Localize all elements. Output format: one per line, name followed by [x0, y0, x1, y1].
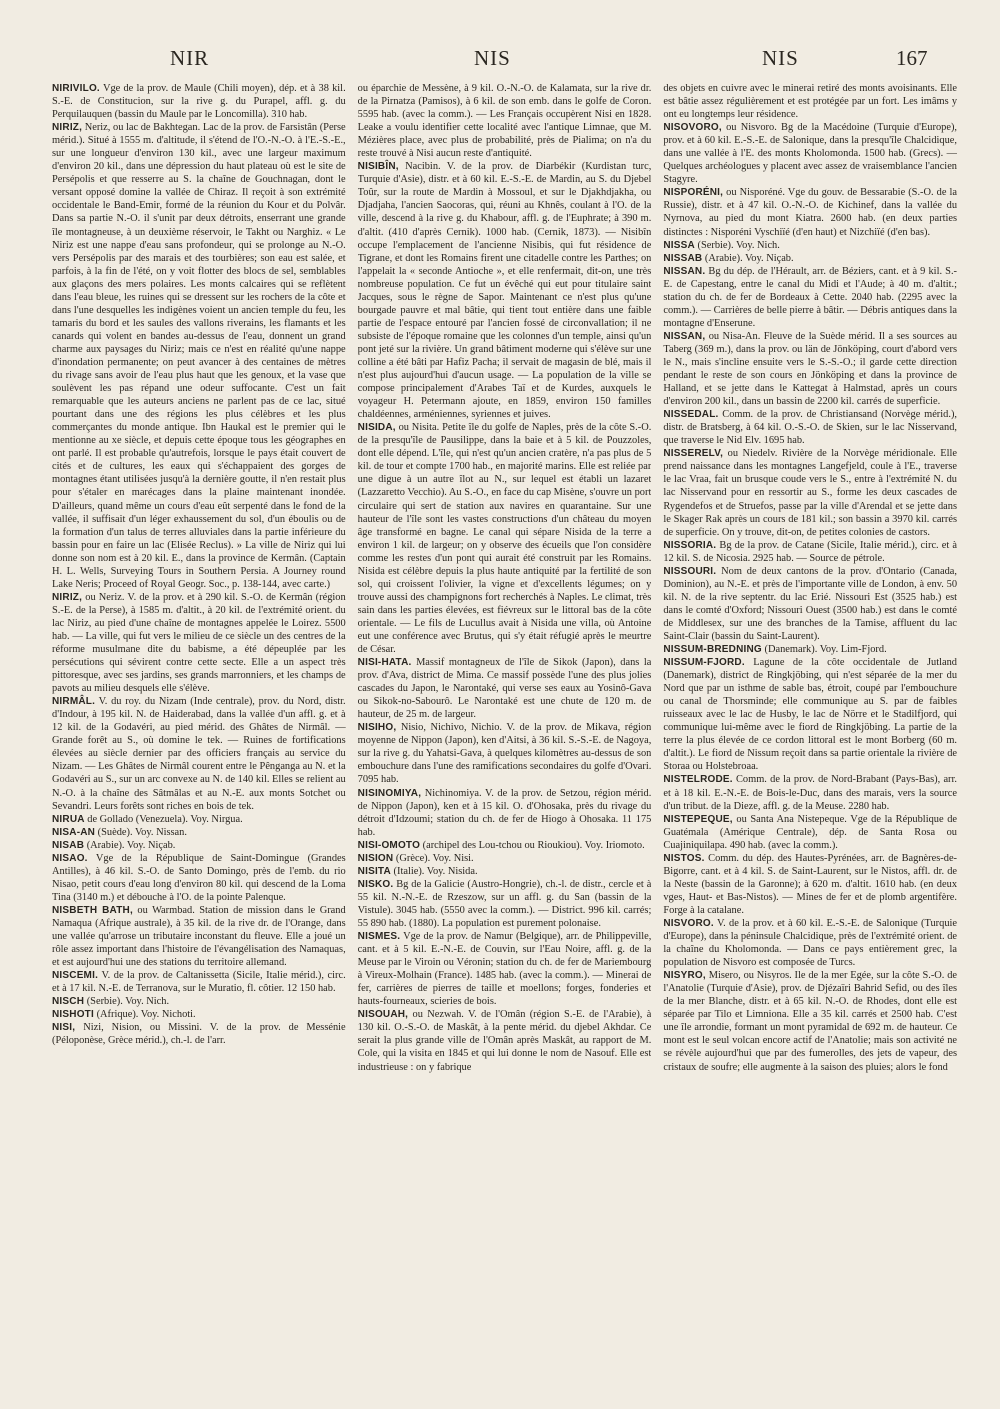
- entry-headword: NISIHO,: [357, 722, 397, 734]
- entry-headword: NISTOS.: [663, 852, 705, 864]
- dictionary-entry: [663, 539, 957, 565]
- entry-text: (Danemark). Voy. Lim-Fjord.: [761, 644, 887, 656]
- entry-headword: NISOVORO,: [663, 122, 722, 134]
- entry-headword: NISMES.: [357, 931, 401, 943]
- dictionary-entry: [663, 852, 957, 917]
- dictionary-entry: [358, 878, 652, 930]
- dictionary-entry: [663, 408, 957, 447]
- entry-headword: NISSAB: [663, 252, 703, 264]
- dictionary-entry: [663, 969, 957, 1073]
- running-head-center: NIS: [474, 46, 511, 70]
- entry-headword: NIRUA: [52, 813, 85, 825]
- entry-headword: NISSUM-BREDNING: [663, 644, 762, 656]
- dictionary-entry: [52, 852, 346, 904]
- entry-text: Neriz, ou lac de Bakhtegan. Lac de la prov. de Farsistân (Perse mérid.). Situé à 1555 m. d'altitude, il s'étend de l'O.-N.-O. à l'E.-S.-E., sur une longueur d'environ 130 kil., avec une largeur maximum d'environ 20 kil., dans une dépression du haut plateau où est le site de Persépolis et que resserre au S. la chaîne de Gouchnagan, dont le versant opposé domine la vallée de Chiraz. Il reçoit à son extrémité occidentale le Band-Emir, formé de la réunion du Kour et du Polvâr. Dans sa partie N.-O. il s'unit par deux détroits, enserrant une grande île montagneuse, à un deuxième réservoir, le Takht ou Narghiz. « Le Niriz est une nappe d'eau sans profondeur, qui se prolonge au N.-O. vers Persépolis par des marais et des tourbières; son eau est salée, et parfois, à la fin de l'été, on y voit flotter des blocs de sel, semblables aux glaçons des mers polaires. Les monts calcaires qui se reflètent dans l'eau bleue, les ruines qui se dressent sur les rochers de la côte et dans l'une desquelles les indigènes voient un ancien temple du feu, les tamaris du bord et les saules des vallons riverains, les flamants et les canards qui volent en bandes au-dessus de l'eau, donnent un grand charme aux paysages du Niriz; mais ce n'est en réalité qu'une nappe d'inondation permanente; on peut avancer à des centaines de mètres du rivage sans avoir de l'eau plus haut que les genoux, et la vase que soulèvent les pas répand une odeur suffocante. C'est un fait remarquable que les auteurs anciens ne parlent pas de ce lac, situé pourtant dans une des régions les plus célèbres et les plus commerçantes du monde antique. Ibn Haukal est le premier qui le mentionne au xe siècle, et depuis cette époque tous les géographes en ont parlé. Il est probable qu'autrefois, lorsque le pays était couvert de cités et de cultures, les eaux qui s'échappaient des gorges de montagnes étant utilisées jusqu'à la dernière goutte, il n'en restait plus pour s'étaler en marécages dans la plaine maintenant inondée. D'ailleurs, quand même un cours d'eau eût serpenté dans le fond de la vallée, il suffisait d'un léger exhaussement du sol, d'un éboulis ou de la formation d'un talus de terres alluviales dans la partie inférieure du bassin pour en faire un lac (Elisée Reclus). » La ville de Niriz qui lui donne son nom est à 20 kil. E., dans la province de Kermân. (Captain H. L. Wells, Surveying Tours in Southern Persia. A Journey round Lake Neris; Proceed of Royal Geogr. Soc., p. 138-144, avec carte.): [52, 122, 346, 590]
- dictionary-entry: [358, 656, 652, 721]
- entry-text: ou Santa Ana Nistepeque. Vge de la République de Guatémala (Amérique Centrale), dép. de Santa Rosa ou Cuajiniquilapa. 490 hab. (avec la comm.).: [663, 813, 958, 851]
- entry-headword: NISSA: [663, 239, 695, 251]
- entry-text: Nisio, Nichivo, Nichio. V. de la prov. de Mikava, région moyenne de Nippon (Japon), ken d'Aitsi, à 36 kil. S.-S.-E. de Nagoya, sur la rive g. du Yahatsi-Gava, à quelques kilomètres au-dessus de son embouchure dans l'une des ramifications secondaires du golfe d'Ovari. 7095 hab.: [357, 722, 652, 786]
- dictionary-entry: [663, 447, 957, 538]
- dictionary-entry: [52, 995, 346, 1008]
- entry-text: ou Nisvoro. Bg de la Macédoine (Turquie d'Europe), prov. et à 60 kil. E.-S.-E. de Salonique, dans la presqu'île Chalcidique, dans une vallée à l'E. des monts Kholomonda. 1500 hab. (Grecs). — Quelques archéologues y placent avec assez de vraisemblance l'ancien Stagyre.: [663, 122, 958, 186]
- entry-text: ou Neriz. V. de la prov. et à 290 kil. S.-O. de Kermân (région S.-E. de la Perse), à 1585 m. d'altit., à 20 kil. de l'extrémité orient. du lac Niriz, au pied d'une chaîne de montagnes appelée le Loirez. 5500 hab. — La ville, qui fut vers le milieu de ce siècle un des centres de la réforme musulmane dite du babisme, a été dépeuplée par les persécutions qui sévirent contre cette secte. Elle a un aspect très pittoresque, avec ses jardins, ses grands marronniers, et les champs de pavots au milieu desquels elle s'élève.: [52, 591, 346, 695]
- page-number: 167: [896, 46, 928, 70]
- entry-headword: NIRIVILO.: [52, 83, 100, 94]
- dictionary-entry: [52, 1021, 346, 1047]
- entry-text: ou Niedelv. Rivière de la Norvège méridionale. Elle prend naissance dans les montagnes Langefjeld, coule à l'E., traverse le lac Vraa, fait un brusque coude vers le S., entre à l'extrémité N. du lac Nisservand pour en ressortir au S., forme les deux cascades de Rygendefos et de Struefos, passe par la ville d'Arendal et se jette dans le Skager Rak après un cours de 181 kil.; son bassin a 3970 kil. carrés de superficie. On y trouve, dit-on, de petites colonies de castors.: [663, 448, 958, 538]
- entry-headword: NISSERELV,: [663, 448, 724, 460]
- dictionary-entry: [358, 721, 652, 786]
- dictionary-entry: [52, 904, 346, 969]
- entry-headword: NISHOTI: [52, 1009, 94, 1021]
- entry-text: ou éparchie de Messène, à 9 kil. O.-N.-O. de Kalamata, sur la rive dr. de la Pirnatza (Pamisos), à 6 kil. de son emb. dans le golfe de Coron. 5595 hab. (avec la comm.). — Les Français occupèrent Nisi en 1828. Leake a voulu identifier cette localité avec l'antique Limnae, que M. Mézières place, avec plus de probabilité, près de Pialima; on n'a du reste trouvé à Nisi aucun reste d'antiquité.: [357, 83, 652, 160]
- entry-text: (Italie). Voy. Nisida.: [390, 865, 478, 877]
- entry-headword: NISA-AN: [52, 826, 96, 838]
- entry-headword: NISSOURI.: [663, 565, 717, 577]
- entry-text: Vge de la République de Saint-Domingue (Grandes Antilles), à 46 kil. S.-O. de Santo Domingo, près de l'emb. du rio Nisao, petit cours d'eau long d'environ 80 kil. qui descend de la Loma Tina (3140 m.) et débouche à l'O. de la pointe Palenque.: [52, 852, 346, 903]
- entry-text: des objets en cuivre avec le minerai retiré des monts avoisinants. Elle est bâtie assez régulièrement et est protégée par un fort. Les imâms y ont eu longtemps leur résidence.: [663, 83, 958, 121]
- entry-headword: NISSORIA.: [663, 539, 717, 551]
- dictionary-entry: [663, 917, 957, 969]
- entry-headword: NISSAN,: [663, 330, 706, 342]
- dictionary-entry: [663, 186, 957, 238]
- entry-headword: NISBETH BATH,: [52, 904, 133, 916]
- entry-headword: NISCEMI.: [52, 970, 99, 982]
- dictionary-entry: [663, 773, 957, 812]
- entry-text: Bg du dép. de l'Hérault, arr. de Béziers, cant. et à 9 kil. S.-E. de Capestang, entre le canal du Midi et l'Aude; à 40 m. d'altit.; station du ch. de fer de Bordeaux à Cette. 2040 hab. (2295 avec la comm.). — Carrières de belle pierre à bâtir. — Débris antiques dans la montagne d'Enserune.: [663, 265, 958, 329]
- entry-headword: NISSAN.: [663, 265, 706, 277]
- dictionary-entry: [663, 121, 957, 186]
- dictionary-entry: [358, 852, 652, 865]
- entry-text: ou Nisporéné. Vge du gouv. de Bessarabie (S.-O. de la Russie), distr. et à 47 kil. O.-N.-O. de Kichinef, dans la vallée du Nyrnova, au pied du mont Kiatra. 2600 hab. (en deux parties distinctes : Nisporéni Vyschiïé (d'en haut) et Nizchiïé (d'en bas).: [663, 187, 958, 238]
- dictionary-entry: [358, 839, 652, 852]
- entry-text: ou Warmbad. Station de mission dans le Grand Namaqua (Afrique australe), à 35 kil. de la rive dr. de l'Orange, dans une vallée qu'arrose un tributaire inconstant du fleuve. Elle a joué un rôle assez important dans l'histoire de l'évangélisation des Namaquas, et est aujourd'hui une des stations du territoire allemand.: [52, 904, 346, 969]
- dictionary-entry: [52, 121, 346, 591]
- dictionary-entry: [663, 330, 957, 408]
- entry-text: Bg de la Galicie (Austro-Hongrie), ch.-l. de distr., cercle et à 55 kil. N.-N.-E. de Rzeszow, sur un affl. g. du San (bassin de la Vistule). 3045 hab. (5550 avec la comm.). — District. 996 kil. carrés; 55 890 hab. (1880). La population est purement polonaise.: [357, 878, 652, 929]
- entry-headword: NISION: [357, 852, 394, 864]
- dictionary-entry: [663, 252, 957, 265]
- entry-text: (archipel des Lou-tchou ou Rioukiou). Voy. Iriomoto.: [420, 839, 645, 851]
- entry-headword: NISITA: [357, 865, 391, 877]
- entry-text: ou Nisita. Petite île du golfe de Naples, près de la côte S.-O. de la presqu'île de Pausilippe, dans la baie et à 5 kil. de Pouzzoles, dont elle dépend. L'île, qui n'est qu'un ancien cratère, n'a pas plus de 5 kil. de tour et compte 1700 hab., en majorité marins. Elle est reliée par une digue à un autre îlot au N., sur lequel est établi un lazaret (Lazzaretto Vecchio). Au S.-O., en face du cap Misène, s'ouvre un port circulaire qui sert de station aux navires en quarantaine. Sur une hauteur de l'île sont les vastes constructions d'un château du moyen âge transformé en bagne. Le canal qui sépare Nisida de la terre a environ 1 kil. de largeur; on y observe des écueils que l'on considère comme les restes d'un pont qui aurait été construit par les Romains. Nisida est célèbre depuis la plus haute antiquité par la fertilité de son sol, qui croissent l'olivier, la vigne et d'excellents légumes; on y trouve aussi des champignons fort recherchés à Naples. Le climat, très sain dans les parties élevées, est fiévreux sur le littoral bas de la côte orientale. — Le fils de Lucullus avait à Nisida une villa, où Antoine eut une conférence avec Brutus, qui s'y était réfugié après le meurtre de César.: [357, 422, 652, 656]
- dictionary-entry: [663, 656, 957, 773]
- dictionary-entry: [358, 160, 652, 421]
- dictionary-entry: [358, 82, 652, 160]
- entry-text: ou Nezwah. V. de l'Omân (région S.-E. de l'Arabie), à 130 kil. O.-S.-O. de Maskât, à la pente mérid. du djebel Akhdar. Ce serait la plus grande ville de l'Omân après Maskât, au rapport de M. Cole, qui la visita en 1845 et qui lui donne le nom de Nasouf. Elle est industrieuse : on y fabrique: [357, 1009, 652, 1073]
- entry-headword: NISIBÎN,: [357, 161, 399, 173]
- entry-headword: NIRIZ,: [52, 122, 83, 134]
- entry-text: (Arabie). Voy. Niçab.: [702, 252, 794, 264]
- entry-headword: NISSUM-FJORD.: [663, 657, 745, 669]
- entry-headword: NISAB: [52, 839, 85, 851]
- entry-headword: NISTELRODE.: [663, 774, 733, 786]
- entry-text: Misero, ou Nisyros. Ile de la mer Egée, sur la côte S.-O. de l'Anatolie (Turquie d'Asie), prov. de Djézaïri Bahrid Sefid, ou des îles de la mer Blanche, distr. et à 65 kil. N.-O. de Rhodes, dont elle est séparée par Tilo et Limniona. Elle a 35 kil. carrés et 2500 hab. C'est une île arrondie, formant un mont pyramidal de 692 m. de hauteur. Ce mont est le seul volcan encore actif de l'Anatolie; mais son activité ne se révèle aujourd'hui que par des fumerolles, des jets de vapeur, des cristaux de soufre; elle augmente à la saison des pluies; alors le fond: [663, 970, 958, 1073]
- dictionary-entry: [52, 1008, 346, 1021]
- dictionary-entry: [52, 826, 346, 839]
- running-head-right: NIS: [762, 46, 799, 70]
- dictionary-entry: [52, 839, 346, 852]
- dictionary-entry: [52, 969, 346, 995]
- dictionary-entry: [358, 930, 652, 1008]
- entry-text: V. de la prov. de Caltanissetta (Sicile, Italie mérid.), circ. et à 17 kil. N.-E. de Terranova, sur le Muratio, fl. côtier. 12 150 hab.: [52, 970, 346, 995]
- entry-text: Lagune de la côte occidentale de Jutland (Danemark), district de Ringkjöbing, qui n'est séparée de la mer du Nord que par un isthme de sable bas, étroit, coupé par l'embouchure ou canal de Thorsminde; elle communique au S. par de faibles ruisseaux avec le lac de Husby, le lac de Nörre et le Stadilfjord, qui communique lui-même avec le fiord de Ringkjöbing. La partie de la terre la plus élevée de ce cordon littoral est le mont Borberg (60 m. d'altit.). Le fiord de Nissum reçoit dans sa partie orientale la rivière de Storaa ou Holstebroaa.: [663, 657, 958, 773]
- entry-text: Nizi, Nision, ou Missini. V. de la prov. de Messénie (Péloponèse, Grèce mérid.), ch.-l. de l'arr.: [52, 1022, 346, 1047]
- entry-headword: NISI-OMOTO: [357, 839, 421, 851]
- entry-text: (Grèce). Voy. Nisi.: [393, 852, 474, 864]
- entry-text: de Gollado (Venezuela). Voy. Nirgua.: [84, 813, 243, 825]
- entry-text: V. de la prov. et à 60 kil. E.-S.-E. de Salonique (Turquie d'Europe), dans la péninsule Chalcidique, près de l'extrémité orient. de la chaîne du Kholomonda. — Dans ce pays entièrement grec, la population de Nisvoro est composée de Turcs.: [663, 918, 958, 969]
- entry-text: (Suède). Voy. Nissan.: [95, 826, 187, 838]
- entry-text: Vge de la prov. de Namur (Belgique), arr. de Philippeville, cant. et à 5 kil. E.-N.-E. de Couvin, sur l'Eau Noire, affl. g. de la Meuse par le Viroin ou Véronin; station du ch. de fer de Mariembourg à Vireux-Molhain (France). 1485 hab. (avec la comm.). — Minerai de fer, carrières de pierres de taille et moellons; forges, fonderies et hauts-fourneaux, scieries de bois.: [357, 931, 652, 1008]
- entry-headword: NIRMÂL.: [52, 696, 96, 708]
- entry-text: ou Nisa-An. Fleuve de la Suède mérid. Il a ses sources au Taberg (369 m.), dans la prov. ou län de Jönköping, court d'abord vers le N., mais s'incline ensuite vers le S.-S.-O.; il garde cette direction pendant le reste de son cours en Jönköping et dans la province de Halland, et se jette dans le Kattegat à Halmstad, après un cours d'environ 200 kil., dans un bassin de 2200 kil. carrés de superficie.: [663, 330, 958, 408]
- entry-headword: NISOUAH,: [357, 1009, 409, 1021]
- entry-text: Nichinomiya. V. de la prov. de Setzou, région mérid. de Nippon (Japon), ken et à 15 kil. O. d'Ohosaka, près du rivage du détroit d'Idzoumi; station du ch. de fer de Hiogo à Ohosaka. 11 175 hab.: [357, 787, 652, 838]
- entry-headword: NISKO.: [357, 878, 394, 890]
- dictionary-entry: [663, 265, 957, 330]
- dictionary-entry: [52, 813, 346, 826]
- column-2: [358, 82, 652, 1400]
- dictionary-entry: [663, 82, 957, 121]
- entry-headword: NISYRO,: [663, 970, 706, 982]
- entry-text: Nacibin. V. de la prov. de Diarbékir (Kurdistan turc, Turquie d'Asie), distr. et à 60 kil. E.-S.-E. de Mardin, au S. du Djebel Toûr, sur la route de Mardin à Mossoul, et sur le Djakhdjakha, ou Djadjaha, l'ancien Saocoras, qui, réuni au Khnês, coulant à l'O. de la ville, descend à la rive g. du Khabour, affl. g. de l'Euphrate; à 390 m. d'altit. (410 d'après Cernik). 1000 hab. (Cernik, 1873). — Nisibîn occupe l'emplacement de l'ancienne Nisibis, qui fut résidence de Tigrane, et dont les Romains firent une citadelle contre les Parthes; on l'appelait la « seconde Antioche », et elle renfermait, dit-on, une très nombreuse population. Ce fut un évêché qui eut pour titulaire saint Jacques, sous le règne de Sapor. Maintenant ce n'est plus qu'une bourgade pauvre et mal bâtie, qui tient tout entière dans une faible partie de l'espace entouré par l'ancien fossé de circonvallation; il ne subsiste de l'époque romaine que les colonnes d'un temple, ainsi qu'un pont jeté sur la rivière. Un grand bâtiment moderne qui s'élève sur une colline a été bâti par Hafiz Pacha; il servait de magasin de blé, mais il n'est plus aujourd'hui d'aucun usage. — La population de la ville se compose principalement d'Arabes Taï et de Kurdes, auxquels le voyageur H. Petermann ajoute, en 1859, environ 150 familles chaldéennes, arméniennes, syriennes et juives.: [357, 161, 652, 421]
- entry-headword: NISI,: [52, 1022, 76, 1034]
- dictionary-entry: [52, 591, 346, 695]
- dictionary-entry: [358, 421, 652, 656]
- entry-headword: NISCH: [52, 996, 85, 1008]
- entry-headword: NISVORO.: [663, 918, 714, 929]
- entry-text: (Arabie). Voy. Niçab.: [84, 839, 176, 851]
- dictionary-entry: [663, 813, 957, 852]
- dictionary-entry: [358, 1008, 652, 1073]
- entry-text: Comm. de la prov. de Christiansand (Norvège mérid.), distr. de Bratsberg, à 64 kil. O.-S.-O. de Skien, sur le lac Nisservand, que traverse le Nid Elv. 1695 hab.: [663, 409, 958, 447]
- dictionary-entry: [663, 239, 957, 252]
- column-3: [663, 82, 957, 1400]
- entry-text: Comm. de la prov. de Nord-Brabant (Pays-Bas), arr. et à 18 kil. E.-N.-E. de Bois-le-Duc, dans des marais, vers la source d'un tribut. de la Dieze, affl. g. de la Meuse. 2280 hab.: [663, 774, 958, 812]
- dictionary-entry: [52, 82, 346, 121]
- entry-headword: NISPORÉNI,: [663, 187, 724, 199]
- entry-text: Massif montagneux de l'île de Sikok (Japon), dans la prov. d'Ava, district de Mima. Ce massif possède l'une des plus jolies cascades du Japon, le Narontaké, qui verse ses eaux au Yosinô-Gava ou Sikok-no-Sabourô. Le Narontaké est une chute de 120 m. de hauteur, de 25 m. de largeur.: [357, 657, 652, 721]
- entry-headword: NISINOMIYA,: [357, 787, 422, 799]
- column-1: [52, 82, 346, 1400]
- entry-headword: NISIDA,: [357, 422, 396, 434]
- dictionary-entry: [358, 787, 652, 839]
- entry-headword: NIRIZ,: [52, 591, 83, 603]
- entry-text: Comm. du dép. des Hautes-Pyrénées, arr. de Bagnères-de-Bigorre, cant. et à 4 kil. S. de Saint-Laurent, sur le Nistos, affl. dr. de la Neste (bassin de la Garonne); à 620 m. d'altit. 1610 hab. (en deux vges, Haut- et Bas-Nistos). — Mines de fer et de plomb argentifère. Forge à la catalane.: [663, 852, 958, 916]
- text-columns: [52, 82, 957, 1400]
- entry-headword: NISI-HATA.: [357, 657, 412, 669]
- entry-headword: NISAO.: [52, 852, 88, 864]
- entry-headword: NISSEDAL.: [663, 409, 719, 421]
- entry-text: (Serbie). Voy. Nich.: [84, 996, 170, 1008]
- dictionary-entry: [52, 695, 346, 812]
- dictionary-entry: [663, 643, 957, 656]
- running-head-left: NIR: [170, 46, 210, 70]
- entry-text: (Afrique). Voy. Nichoti.: [93, 1009, 196, 1021]
- entry-text: Vge de la prov. de Maule (Chili moyen), dép. et à 38 kil. S.-E. de Constitucion, sur la rive g. du Purapel, affl. g. du Perquilauquen (bassin du Maule par le Loncomilla). 310 hab.: [52, 83, 346, 121]
- entry-headword: NISTEPEQUE,: [663, 813, 733, 825]
- entry-text: (Serbie). Voy. Nich.: [694, 239, 780, 251]
- dictionary-entry: [663, 565, 957, 643]
- entry-text: Nom de deux cantons de la prov. d'Ontario (Canada, Dominion), au N.-E. et près de l'importante ville de London, à env. 50 kil. N. de la rive septentr. du lac Erié. Nissouri Est (3525 hab.) est dans le comté d'Oxford; Nissouri Ouest (3500 hab.) est dans le comté de Middlesex, sur une des branches de la Tamise, affluent du lac Saint-Clair (bassin du Saint-Laurent).: [663, 565, 958, 642]
- entry-text: Bg de la prov. de Catane (Sicile, Italie mérid.), circ. et à 12 kil. S. de Nicosia. 2925 hab. — Source de pétrole.: [663, 539, 958, 564]
- dictionary-entry: [358, 865, 652, 878]
- entry-text: V. du roy. du Nizam (Inde centrale), prov. du Nord, distr. d'Indour, à 195 kil. N. de Haiderabad, dans la vallée d'un affl. g. et à 12 kil. de la Godavéri, au pied mérid. des Ghâtes de Nirmâl. — Grande forêt au S., où domine le tek. — Ruines de fortifications élevées au siècle dernier par des officiers français au service du Nizam. — Les Ghâtes de Nirmâl courent entre le Pênganga au N. et la Godavéri au S., sur un arc convexe au N. de 140 kil. Elles se relient au N.-O. à la chaîne des Sâtmâlas et au N.-E. aux monts Sotchet ou Sevandri. Leurs forêts sont riches en bois de tek.: [52, 696, 346, 812]
